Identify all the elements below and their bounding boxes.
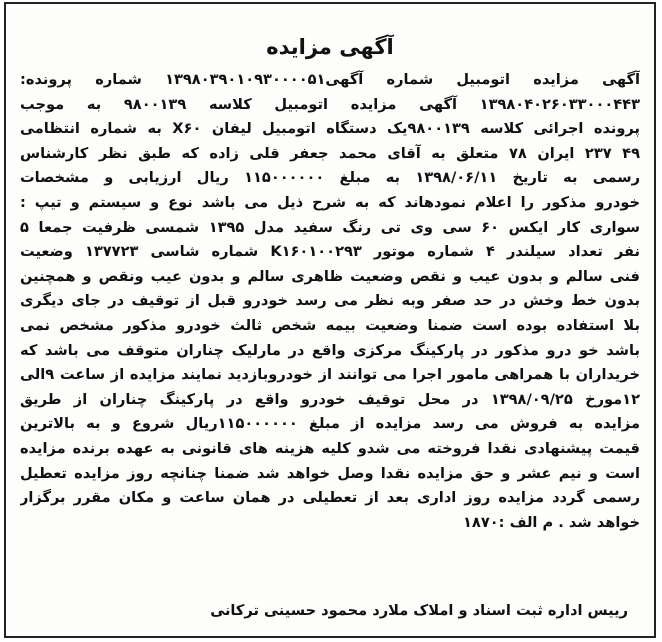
body-line: مزایده به فروش می رسد مزایده از مبلغ ۱۱۵۰۰۰۰۰۰ریال شروع و به بالاترین [20,415,640,433]
body-line: ۱۲مورخ ۱۳۹۸/۰۹/۲۵ در محل توقیف خودرو واقع در پارکینگ چناران از طریق [20,390,640,408]
body-line: ۱۳۹۸۰۴۰۲۶۰۳۳۰۰۰۴۴۳ آگهی مزایده اتومبیل کلاسه ۹۸۰۰۱۳۹ به موجب [20,95,640,113]
body-line: باشد خو درو مذکور در پارکینگ مرکزی واقع در مارلیک چناران متوقف می باشد که [20,341,640,359]
body-line: بدون خط وخش در حد صفر وبه نظر می رسد خودرو قبل از توقیف در جای دیگری [20,292,640,310]
notice-body [20,68,640,535]
body-line: آگهی مزایده اتومبیل شماره آگهی۱۳۹۸۰۳۹۰۱۰۹۳۰۰۰۰۵۱ شماره پرونده: [20,71,640,88]
body-line: خودرو مذکور را اعلام نمودهاند که به شرح ذیل می باشد نوع و سیستم و تیپ : [20,193,640,211]
body-line: پرونده اجرائی کلاسه ۹۸۰۰۱۳۹یک دستگاه اتومبیل لیفان X۶۰ به شماره انتظامی [20,120,640,138]
body-line: فنی سالم و بدون عیب و نقص وضعیت ظاهری سالم و بدون عیب ونقص و همچنین [20,267,640,285]
body-line: بلا استفاده بوده است ضمنا وضعیت بیمه شخص ثالث خودرو مذکور مشخص نمی [20,316,640,334]
notice-title: آگهی مزایده [266,35,394,59]
body-line: ۴۹ ۲۳۷ ایران ۷۸ متعلق به آقای محمد جعفر قلی زاده که طبق نظر کارشناس [20,144,640,162]
body-line: نفر تعداد سیلندر ۴ شماره موتور K۱۶۰۱۰۰۲۹۳ شماره شاسی ۱۳۷۷۲۳ وضعیت [20,243,640,261]
signature: رییس اداره ثبت اسناد و املاک ملارد محمود حسینی ترکانی [210,602,628,619]
body-line: خواهد شد . م الف :۱۸۷۰ [463,513,640,531]
body-line: است و نیم عشر و حق مزایده نقدا وصل خواهد شد ضمنا چنانچه روز مزایده تعطیل [20,464,640,482]
notice-frame [4,2,656,638]
body-line: سواری کار ایکس ۶۰ سی وی تی رنگ سفید مدل ۱۳۹۵ شمسی ظرفیت جمعا ۵ [20,218,640,236]
body-line: رسمی به تاریخ ۱۳۹۸/۰۶/۱۱ به مبلغ ۱۱۵۰۰۰۰۰۰ ریال ارزیابی و مشخصات [20,169,640,187]
body-line: خریداران با همراهی مامور اجرا می توانند از خودروبازدید نمایند مزایده از ساعت ۹الی [20,366,640,384]
body-line: رسمی گردد مزایده روز اداری بعد از تعطیلی در همان ساعت و مکان مقرر برگزار [20,489,640,507]
body-line: قیمت پیشنهادی نقدا فروخته می شدو کلیه هزینه های قانونی به عهده برنده مزایده [20,439,640,457]
